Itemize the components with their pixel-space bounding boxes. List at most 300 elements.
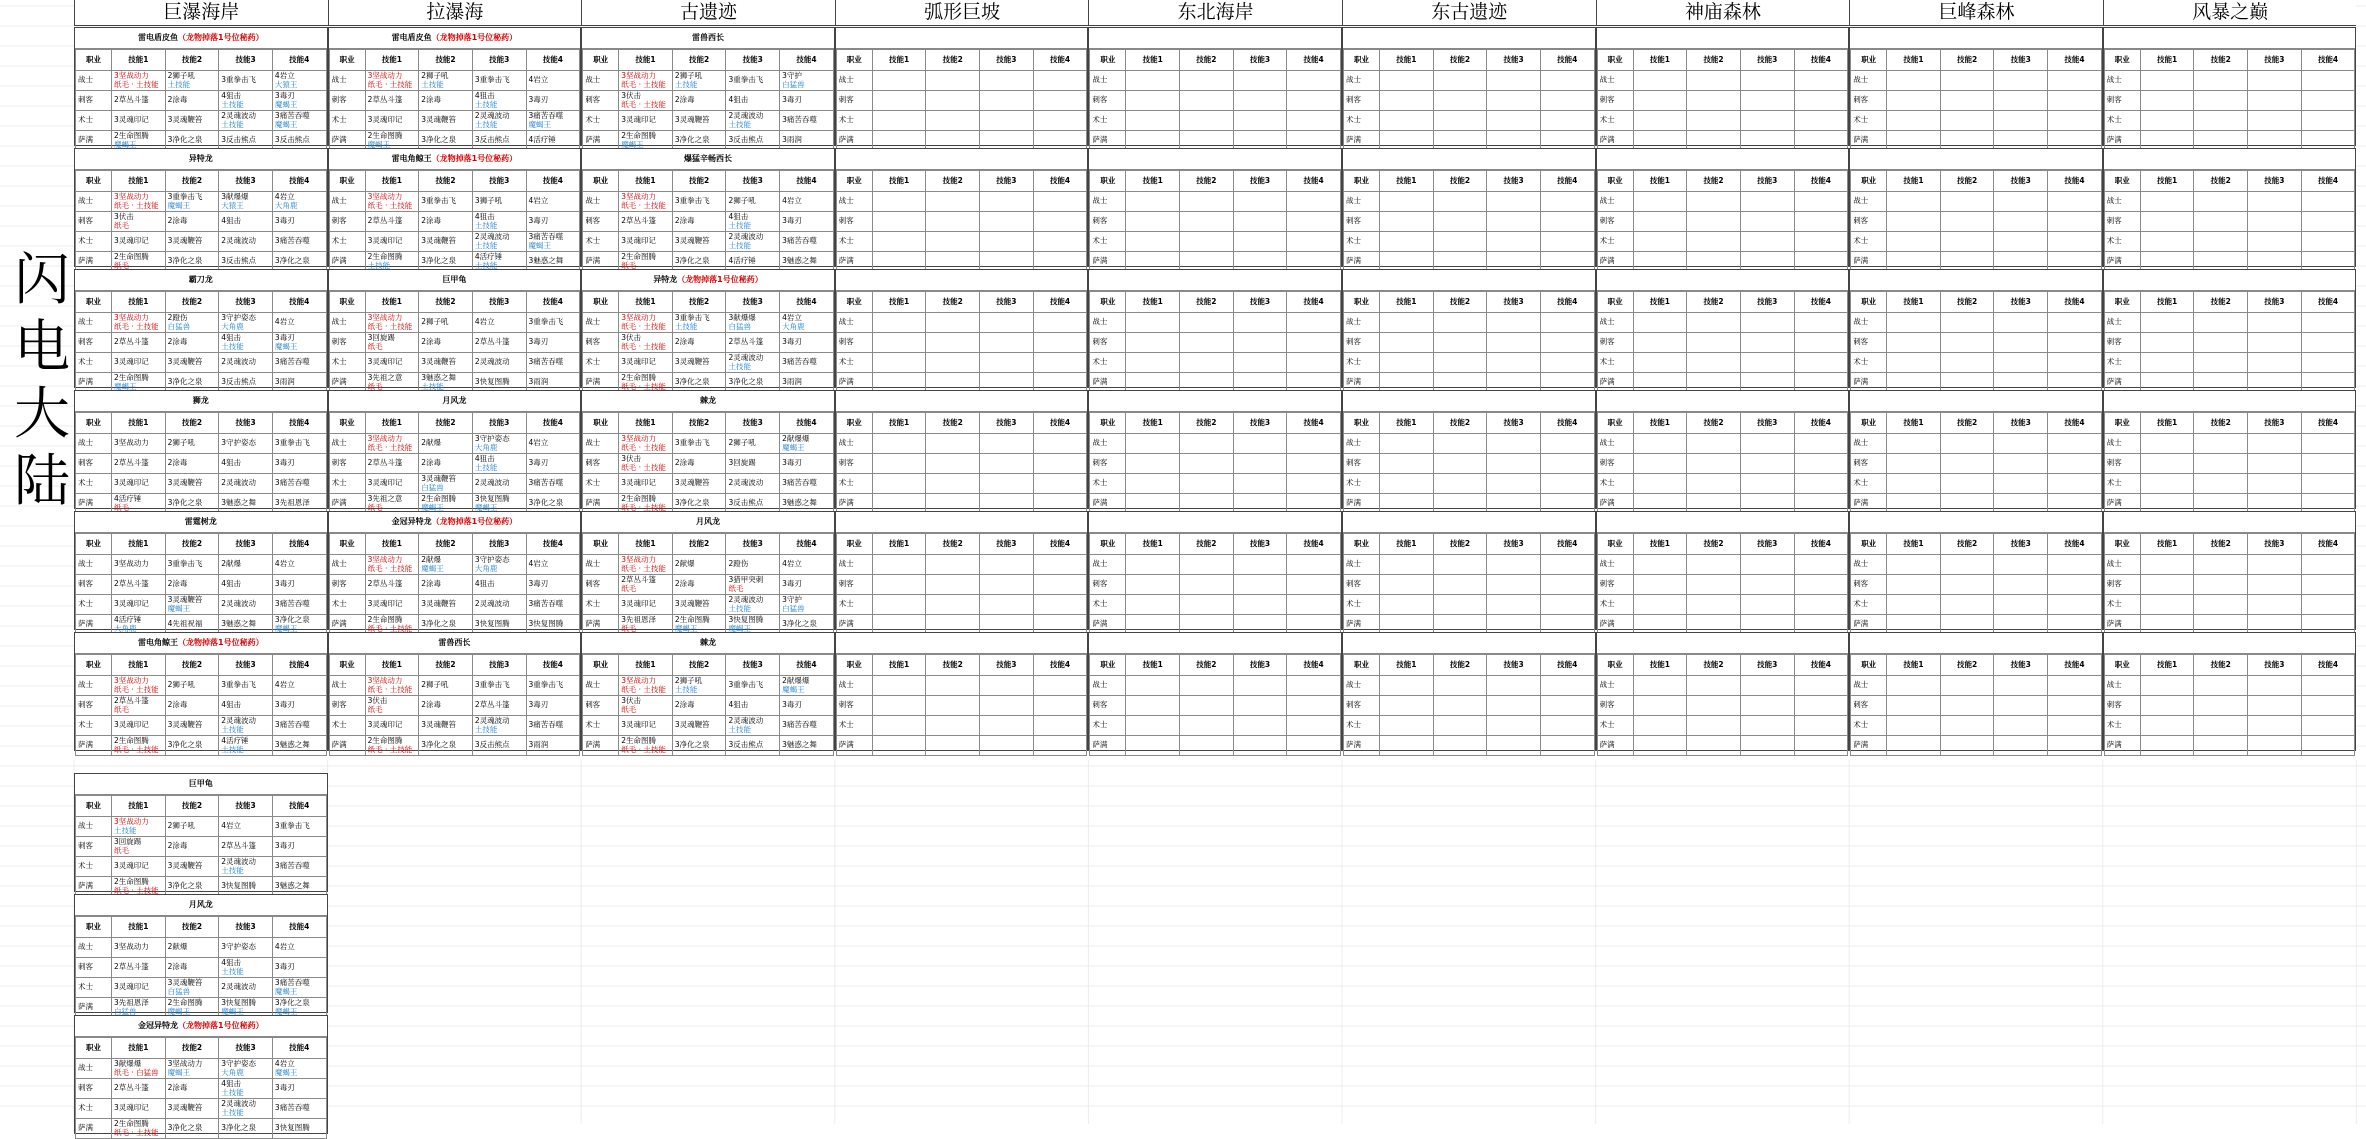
skill-cell[interactable]: [1380, 313, 1434, 333]
skill-cell[interactable]: [219, 192, 273, 212]
skill-cell[interactable]: [2194, 91, 2248, 111]
skill-cell[interactable]: [1180, 313, 1234, 333]
skill-cell[interactable]: [165, 837, 219, 857]
skill-cell[interactable]: [1633, 696, 1687, 716]
skill-cell[interactable]: [219, 938, 273, 958]
skill-cell[interactable]: [1433, 212, 1487, 232]
skill-cell[interactable]: [2301, 212, 2355, 232]
skill-cell[interactable]: [980, 736, 1034, 756]
skill-cell[interactable]: [1033, 434, 1087, 454]
skill-cell[interactable]: [1233, 232, 1287, 252]
skill-cell[interactable]: [1233, 111, 1287, 131]
skill-cell[interactable]: [926, 474, 980, 494]
skill-cell[interactable]: [2048, 232, 2102, 252]
skill-cell[interactable]: [2301, 474, 2355, 494]
skill-cell[interactable]: [2140, 333, 2194, 353]
skill-cell[interactable]: [1126, 353, 1180, 373]
skill-cell[interactable]: [365, 353, 419, 373]
skill-cell[interactable]: [2194, 676, 2248, 696]
skill-cell[interactable]: [672, 192, 726, 212]
skill-cell[interactable]: [165, 474, 219, 494]
skill-cell[interactable]: [1633, 232, 1687, 252]
skill-cell[interactable]: [1994, 313, 2048, 333]
skill-cell[interactable]: [1633, 192, 1687, 212]
skill-cell[interactable]: [619, 333, 673, 353]
skill-cell[interactable]: [2301, 71, 2355, 91]
skill-cell[interactable]: [1740, 434, 1794, 454]
skill-cell[interactable]: [726, 111, 780, 131]
skill-cell[interactable]: [619, 353, 673, 373]
skill-cell[interactable]: [1687, 353, 1741, 373]
skill-cell[interactable]: [1380, 232, 1434, 252]
skill-cell[interactable]: [1380, 212, 1434, 232]
skill-cell[interactable]: [1487, 353, 1541, 373]
skill-cell[interactable]: [619, 71, 673, 91]
skill-cell[interactable]: [1380, 736, 1434, 756]
skill-cell[interactable]: [1994, 696, 2048, 716]
skill-cell[interactable]: [1433, 91, 1487, 111]
skill-cell[interactable]: [980, 575, 1034, 595]
skill-cell[interactable]: [1033, 696, 1087, 716]
skill-cell[interactable]: [1687, 71, 1741, 91]
skill-cell[interactable]: [2248, 474, 2302, 494]
skill-cell[interactable]: [112, 736, 166, 756]
skill-cell[interactable]: [672, 333, 726, 353]
skill-cell[interactable]: [219, 595, 273, 615]
skill-cell[interactable]: [1687, 716, 1741, 736]
skill-cell[interactable]: [112, 474, 166, 494]
skill-cell[interactable]: [2194, 716, 2248, 736]
skill-cell[interactable]: [619, 192, 673, 212]
skill-cell[interactable]: [1994, 474, 2048, 494]
skill-cell[interactable]: [526, 474, 580, 494]
skill-cell[interactable]: [1233, 353, 1287, 373]
skill-cell[interactable]: [926, 575, 980, 595]
skill-cell[interactable]: [1633, 474, 1687, 494]
skill-cell[interactable]: [1487, 212, 1541, 232]
skill-cell[interactable]: [526, 333, 580, 353]
skill-cell[interactable]: [219, 736, 273, 756]
skill-cell[interactable]: [419, 353, 473, 373]
skill-cell[interactable]: [2140, 434, 2194, 454]
skill-cell[interactable]: [2248, 232, 2302, 252]
skill-cell[interactable]: [165, 978, 219, 998]
skill-cell[interactable]: [1126, 575, 1180, 595]
skill-cell[interactable]: [1380, 192, 1434, 212]
skill-cell[interactable]: [926, 736, 980, 756]
skill-cell[interactable]: [2248, 71, 2302, 91]
skill-cell[interactable]: [1380, 555, 1434, 575]
skill-cell[interactable]: [780, 474, 834, 494]
skill-cell[interactable]: [365, 716, 419, 736]
skill-cell[interactable]: [872, 333, 926, 353]
skill-cell[interactable]: [1233, 313, 1287, 333]
skill-cell[interactable]: [2140, 716, 2194, 736]
skill-cell[interactable]: [165, 676, 219, 696]
skill-cell[interactable]: [2301, 595, 2355, 615]
skill-cell[interactable]: [2048, 91, 2102, 111]
skill-cell[interactable]: [2194, 474, 2248, 494]
skill-cell[interactable]: [272, 353, 326, 373]
skill-cell[interactable]: [1540, 716, 1594, 736]
skill-cell[interactable]: [472, 91, 526, 111]
skill-cell[interactable]: [219, 111, 273, 131]
skill-cell[interactable]: [1540, 595, 1594, 615]
skill-cell[interactable]: [1794, 454, 1848, 474]
skill-cell[interactable]: [1940, 313, 1994, 333]
skill-cell[interactable]: [1180, 454, 1234, 474]
skill-cell[interactable]: [1433, 313, 1487, 333]
skill-cell[interactable]: [980, 555, 1034, 575]
skill-cell[interactable]: [1433, 434, 1487, 454]
skill-cell[interactable]: [672, 555, 726, 575]
skill-cell[interactable]: [926, 676, 980, 696]
skill-cell[interactable]: [2248, 91, 2302, 111]
skill-cell[interactable]: [1887, 555, 1941, 575]
skill-cell[interactable]: [1887, 434, 1941, 454]
skill-cell[interactable]: [1887, 91, 1941, 111]
skill-cell[interactable]: [272, 91, 326, 111]
skill-cell[interactable]: [526, 91, 580, 111]
skill-cell[interactable]: [112, 837, 166, 857]
skill-cell[interactable]: [2194, 434, 2248, 454]
skill-cell[interactable]: [1887, 313, 1941, 333]
skill-cell[interactable]: [1287, 434, 1341, 454]
skill-cell[interactable]: [872, 353, 926, 373]
skill-cell[interactable]: [1487, 575, 1541, 595]
skill-cell[interactable]: [219, 817, 273, 837]
skill-cell[interactable]: [1794, 313, 1848, 333]
skill-cell[interactable]: [1487, 454, 1541, 474]
skill-cell[interactable]: [619, 111, 673, 131]
skill-cell[interactable]: [780, 212, 834, 232]
skill-cell[interactable]: [1433, 111, 1487, 131]
skill-cell[interactable]: [2194, 232, 2248, 252]
skill-cell[interactable]: [1994, 575, 2048, 595]
skill-cell[interactable]: [1940, 696, 1994, 716]
skill-cell[interactable]: [2140, 676, 2194, 696]
skill-cell[interactable]: [365, 212, 419, 232]
skill-cell[interactable]: [2140, 232, 2194, 252]
skill-cell[interactable]: [1994, 454, 2048, 474]
skill-cell[interactable]: [526, 192, 580, 212]
skill-cell[interactable]: [1887, 736, 1941, 756]
skill-cell[interactable]: [619, 716, 673, 736]
skill-cell[interactable]: [926, 696, 980, 716]
skill-cell[interactable]: [1687, 192, 1741, 212]
skill-cell[interactable]: [1126, 676, 1180, 696]
skill-cell[interactable]: [872, 111, 926, 131]
skill-cell[interactable]: [2248, 192, 2302, 212]
skill-cell[interactable]: [219, 857, 273, 877]
skill-cell[interactable]: [780, 575, 834, 595]
skill-cell[interactable]: [2301, 313, 2355, 333]
skill-cell[interactable]: [526, 454, 580, 474]
skill-cell[interactable]: [1233, 676, 1287, 696]
skill-cell[interactable]: [1887, 676, 1941, 696]
skill-cell[interactable]: [165, 1079, 219, 1099]
skill-cell[interactable]: [1233, 71, 1287, 91]
skill-cell[interactable]: [1887, 212, 1941, 232]
skill-cell[interactable]: [472, 212, 526, 232]
skill-cell[interactable]: [365, 111, 419, 131]
skill-cell[interactable]: [2140, 555, 2194, 575]
skill-cell[interactable]: [526, 313, 580, 333]
skill-cell[interactable]: [1033, 232, 1087, 252]
skill-cell[interactable]: [1287, 474, 1341, 494]
skill-cell[interactable]: [1540, 676, 1594, 696]
skill-cell[interactable]: [1994, 192, 2048, 212]
skill-cell[interactable]: [1540, 212, 1594, 232]
skill-cell[interactable]: [526, 555, 580, 575]
skill-cell[interactable]: [1887, 192, 1941, 212]
skill-cell[interactable]: [926, 192, 980, 212]
skill-cell[interactable]: [2140, 71, 2194, 91]
skill-cell[interactable]: [726, 555, 780, 575]
skill-cell[interactable]: [165, 1119, 219, 1139]
skill-cell[interactable]: [219, 232, 273, 252]
skill-cell[interactable]: [419, 736, 473, 756]
skill-cell[interactable]: [526, 71, 580, 91]
skill-cell[interactable]: [780, 71, 834, 91]
skill-cell[interactable]: [165, 192, 219, 212]
skill-cell[interactable]: [1287, 232, 1341, 252]
skill-cell[interactable]: [1687, 434, 1741, 454]
skill-cell[interactable]: [1540, 575, 1594, 595]
skill-cell[interactable]: [1740, 696, 1794, 716]
skill-cell[interactable]: [472, 192, 526, 212]
skill-cell[interactable]: [112, 978, 166, 998]
skill-cell[interactable]: [1287, 313, 1341, 333]
skill-cell[interactable]: [980, 232, 1034, 252]
skill-cell[interactable]: [365, 333, 419, 353]
skill-cell[interactable]: [2301, 91, 2355, 111]
skill-cell[interactable]: [472, 736, 526, 756]
skill-cell[interactable]: [1180, 555, 1234, 575]
skill-cell[interactable]: [726, 736, 780, 756]
skill-cell[interactable]: [1233, 716, 1287, 736]
skill-cell[interactable]: [980, 676, 1034, 696]
skill-cell[interactable]: [1887, 696, 1941, 716]
skill-cell[interactable]: [672, 676, 726, 696]
skill-cell[interactable]: [1233, 575, 1287, 595]
skill-cell[interactable]: [526, 232, 580, 252]
skill-cell[interactable]: [112, 212, 166, 232]
skill-cell[interactable]: [272, 1059, 326, 1079]
skill-cell[interactable]: [1287, 71, 1341, 91]
skill-cell[interactable]: [1033, 353, 1087, 373]
skill-cell[interactable]: [780, 353, 834, 373]
skill-cell[interactable]: [272, 1079, 326, 1099]
skill-cell[interactable]: [1380, 676, 1434, 696]
skill-cell[interactable]: [419, 111, 473, 131]
skill-cell[interactable]: [165, 212, 219, 232]
skill-cell[interactable]: [1740, 313, 1794, 333]
skill-cell[interactable]: [1687, 595, 1741, 615]
skill-cell[interactable]: [672, 716, 726, 736]
skill-cell[interactable]: [219, 434, 273, 454]
skill-cell[interactable]: [2140, 696, 2194, 716]
skill-cell[interactable]: [1794, 333, 1848, 353]
skill-cell[interactable]: [1994, 736, 2048, 756]
skill-cell[interactable]: [419, 575, 473, 595]
skill-cell[interactable]: [1940, 212, 1994, 232]
skill-cell[interactable]: [780, 676, 834, 696]
skill-cell[interactable]: [1687, 555, 1741, 575]
skill-cell[interactable]: [980, 716, 1034, 736]
skill-cell[interactable]: [2301, 353, 2355, 373]
skill-cell[interactable]: [165, 111, 219, 131]
skill-cell[interactable]: [872, 212, 926, 232]
skill-cell[interactable]: [2301, 696, 2355, 716]
skill-cell[interactable]: [872, 91, 926, 111]
skill-cell[interactable]: [1994, 232, 2048, 252]
skill-cell[interactable]: [272, 1099, 326, 1119]
skill-cell[interactable]: [619, 676, 673, 696]
skill-cell[interactable]: [365, 454, 419, 474]
skill-cell[interactable]: [2301, 454, 2355, 474]
skill-cell[interactable]: [472, 474, 526, 494]
skill-cell[interactable]: [472, 313, 526, 333]
skill-cell[interactable]: [619, 575, 673, 595]
skill-cell[interactable]: [419, 434, 473, 454]
skill-cell[interactable]: [112, 192, 166, 212]
skill-cell[interactable]: [365, 575, 419, 595]
skill-cell[interactable]: [619, 212, 673, 232]
skill-cell[interactable]: [219, 91, 273, 111]
skill-cell[interactable]: [780, 736, 834, 756]
skill-cell[interactable]: [672, 595, 726, 615]
skill-cell[interactable]: [272, 978, 326, 998]
skill-cell[interactable]: [2048, 353, 2102, 373]
skill-cell[interactable]: [1180, 676, 1234, 696]
skill-cell[interactable]: [1994, 91, 2048, 111]
skill-cell[interactable]: [1180, 111, 1234, 131]
skill-cell[interactable]: [1887, 716, 1941, 736]
skill-cell[interactable]: [1433, 595, 1487, 615]
skill-cell[interactable]: [2194, 696, 2248, 716]
skill-cell[interactable]: [780, 595, 834, 615]
skill-cell[interactable]: [926, 71, 980, 91]
skill-cell[interactable]: [1887, 111, 1941, 131]
skill-cell[interactable]: [1794, 232, 1848, 252]
skill-cell[interactable]: [526, 212, 580, 232]
skill-cell[interactable]: [2194, 313, 2248, 333]
skill-cell[interactable]: [1940, 454, 1994, 474]
skill-cell[interactable]: [872, 575, 926, 595]
skill-cell[interactable]: [980, 696, 1034, 716]
skill-cell[interactable]: [419, 91, 473, 111]
skill-cell[interactable]: [219, 575, 273, 595]
skill-cell[interactable]: [1633, 454, 1687, 474]
skill-cell[interactable]: [1687, 575, 1741, 595]
skill-cell[interactable]: [2248, 716, 2302, 736]
skill-cell[interactable]: [419, 555, 473, 575]
skill-cell[interactable]: [1033, 71, 1087, 91]
skill-cell[interactable]: [1740, 353, 1794, 373]
skill-cell[interactable]: [526, 575, 580, 595]
skill-cell[interactable]: [1233, 333, 1287, 353]
skill-cell[interactable]: [1687, 313, 1741, 333]
skill-cell[interactable]: [672, 696, 726, 716]
skill-cell[interactable]: [1687, 736, 1741, 756]
skill-cell[interactable]: [1433, 716, 1487, 736]
skill-cell[interactable]: [2140, 474, 2194, 494]
skill-cell[interactable]: [1940, 575, 1994, 595]
skill-cell[interactable]: [365, 91, 419, 111]
skill-cell[interactable]: [1633, 434, 1687, 454]
skill-cell[interactable]: [1794, 736, 1848, 756]
skill-cell[interactable]: [672, 313, 726, 333]
skill-cell[interactable]: [2048, 434, 2102, 454]
skill-cell[interactable]: [1633, 353, 1687, 373]
skill-cell[interactable]: [2301, 555, 2355, 575]
skill-cell[interactable]: [1940, 111, 1994, 131]
skill-cell[interactable]: [1126, 333, 1180, 353]
skill-cell[interactable]: [2048, 696, 2102, 716]
skill-cell[interactable]: [872, 676, 926, 696]
skill-cell[interactable]: [365, 474, 419, 494]
skill-cell[interactable]: [1287, 696, 1341, 716]
skill-cell[interactable]: [1633, 676, 1687, 696]
skill-cell[interactable]: [726, 716, 780, 736]
skill-cell[interactable]: [2194, 736, 2248, 756]
skill-cell[interactable]: [1794, 676, 1848, 696]
skill-cell[interactable]: [980, 212, 1034, 232]
skill-cell[interactable]: [726, 353, 780, 373]
skill-cell[interactable]: [672, 212, 726, 232]
skill-cell[interactable]: [2048, 111, 2102, 131]
skill-cell[interactable]: [419, 71, 473, 91]
skill-cell[interactable]: [1540, 696, 1594, 716]
skill-cell[interactable]: [2248, 333, 2302, 353]
skill-cell[interactable]: [219, 1079, 273, 1099]
skill-cell[interactable]: [2140, 192, 2194, 212]
skill-cell[interactable]: [1487, 555, 1541, 575]
skill-cell[interactable]: [1033, 454, 1087, 474]
skill-cell[interactable]: [365, 676, 419, 696]
skill-cell[interactable]: [2194, 212, 2248, 232]
skill-cell[interactable]: [780, 716, 834, 736]
skill-cell[interactable]: [926, 91, 980, 111]
skill-cell[interactable]: [1740, 736, 1794, 756]
skill-cell[interactable]: [1687, 333, 1741, 353]
skill-cell[interactable]: [112, 938, 166, 958]
skill-cell[interactable]: [1740, 232, 1794, 252]
skill-cell[interactable]: [165, 736, 219, 756]
skill-cell[interactable]: [1433, 575, 1487, 595]
skill-cell[interactable]: [1487, 716, 1541, 736]
skill-cell[interactable]: [926, 232, 980, 252]
skill-cell[interactable]: [1740, 333, 1794, 353]
skill-cell[interactable]: [619, 736, 673, 756]
skill-cell[interactable]: [1740, 111, 1794, 131]
skill-cell[interactable]: [1180, 595, 1234, 615]
skill-cell[interactable]: [472, 232, 526, 252]
skill-cell[interactable]: [1887, 454, 1941, 474]
skill-cell[interactable]: [1687, 91, 1741, 111]
skill-cell[interactable]: [112, 434, 166, 454]
skill-cell[interactable]: [1287, 91, 1341, 111]
skill-cell[interactable]: [926, 716, 980, 736]
skill-cell[interactable]: [1180, 192, 1234, 212]
skill-cell[interactable]: [165, 555, 219, 575]
skill-cell[interactable]: [1794, 111, 1848, 131]
skill-cell[interactable]: [419, 333, 473, 353]
skill-cell[interactable]: [726, 676, 780, 696]
skill-cell[interactable]: [1540, 313, 1594, 333]
skill-cell[interactable]: [526, 353, 580, 373]
